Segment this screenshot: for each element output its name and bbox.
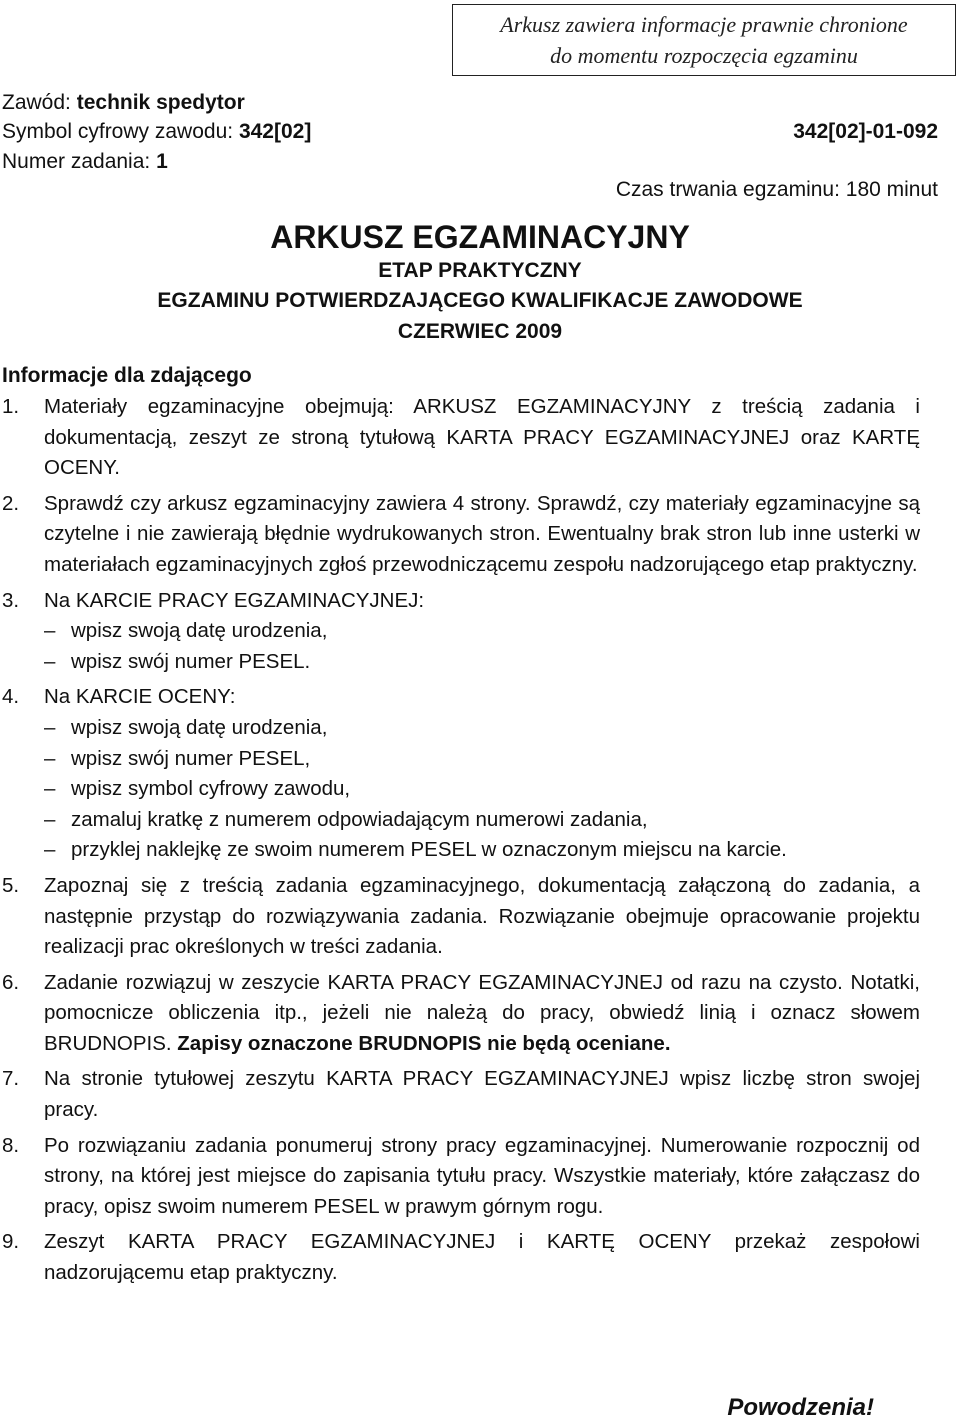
profession-line	[2, 88, 245, 118]
instruction-4-sub-1: – wpisz swoją datę urodzenia,	[44, 713, 920, 744]
stage-subtitle: ETAP PRAKTYCZNY	[378, 259, 582, 282]
legal-notice-box	[452, 4, 956, 76]
exam-subtitle: EGZAMINU POTWIERDZAJĄCEGO KWALIFIKACJE ZAWODOWE	[157, 289, 803, 312]
instruction-item-5: 5. Zapoznaj się z treścią zadania egzaminacyjnego, dokumentacją załączoną do zadania, a następnie przystąp do rozwiązywania zadania. Rozwiązanie obejmuje opracowanie projektu realizacji prac określonych w treści zadania.	[2, 873, 920, 959]
symbol-value: 342[02]	[238, 120, 312, 143]
instruction-4-sub-2: – wpisz swój numer PESEL,	[44, 744, 920, 775]
profession-label: Zawód:	[2, 91, 71, 114]
profession-value: technik spedytor	[76, 91, 245, 114]
instructions-list	[0, 392, 920, 1289]
instruction-item-4: 4. Na KARCIE OCENY: – wpisz swoją datę urodzenia, – wpisz swój numer PESEL, – wpisz symbol cyfrowy zawodu, – zamaluj kratkę z numerem odpowiadającym numerowi zadania, – przyklej naklejkę ze swoim numerem PESEL w oznaczonym miejscu na karcie.	[0, 682, 920, 866]
task-label: Numer zadania:	[2, 150, 151, 173]
document-title: ARKUSZ EGZAMINACYJNY	[270, 219, 690, 255]
instruction-3-sub-1: – wpisz swoją datę urodzenia,	[44, 616, 920, 647]
instruction-item-9: 9. Zeszyt KARTA PRACY EGZAMINACYJNEJ i KARTĘ OCENY przekaż zespołowi nadzorującemu etap praktyczny.	[2, 1230, 920, 1285]
instruction-4-sub-5: – przyklej naklejkę ze swoim numerem PESEL w oznaczonym miejscu na karcie.	[44, 835, 920, 866]
closing-wish: Powodzenia!	[727, 1394, 874, 1421]
legal-notice-line-1: Arkusz zawiera informacje prawnie chronione	[500, 12, 908, 37]
instruction-3-sub-2: – wpisz swój numer PESEL.	[44, 647, 920, 678]
session-date: CZERWIEC 2009	[397, 320, 563, 343]
info-heading: Informacje dla zdającego	[2, 364, 252, 387]
brudnopis-warning: Zapisy oznaczone BRUDNOPIS nie będą oceniane.	[177, 1031, 671, 1055]
exam-code: 342[02]-01-092	[793, 120, 938, 143]
task-number-line	[2, 147, 168, 177]
legal-notice-line-2: do momentu rozpoczęcia egzaminu	[550, 43, 858, 68]
symbol-label: Symbol cyfrowy zawodu:	[2, 120, 234, 143]
instruction-item-1: 1. Materiały egzaminacyjne obejmują: ARKUSZ EGZAMINACYJNY z treścią zadania i dokumentacją, zeszyt ze stroną tytułową KARTA PRACY EGZAMINACYJNEJ oraz KARTĘ OCENY.	[2, 395, 920, 480]
instruction-4-sub-3: – wpisz symbol cyfrowy zawodu,	[44, 774, 920, 805]
exam-duration: Czas trwania egzaminu: 180 minut	[615, 178, 938, 201]
instruction-4-sub-4: – zamaluj kratkę z numerem odpowiadającym numerowi zadania,	[44, 805, 920, 836]
instruction-item-3: 3. Na KARCIE PRACY EGZAMINACYJNEJ: – wpisz swoją datę urodzenia, – wpisz swój numer PESEL.	[0, 586, 920, 678]
instruction-item-6: 6. Zadanie rozwiązuj w zeszycie KARTA PRACY EGZAMINACYJNEJ od razu na czysto. Notatki, pomocnicze obliczenia itp., jeżeli nie należą do pracy, obwiedź linią i oznacz słowem BRUDNOPIS. Zapisy oznaczone BRUDNOPIS nie będą oceniane.	[2, 970, 920, 1055]
instruction-item-8: 8. Po rozwiązaniu zadania ponumeruj strony pracy egzaminacyjnej. Numerowanie rozpocznij od strony, na której jest miejsce do zapisania tytułu pracy. Wszystkie materiały, które załączasz do pracy, opisz swoim numerem PESEL w prawym górnym rogu.	[2, 1133, 920, 1218]
instruction-item-2: 2. Sprawdź czy arkusz egzaminacyjny zawiera 4 strony. Sprawdź, czy materiały egzaminacyjne są czytelne i nie zawierają błędnie wydrukowanych stron. Ewentualny brak stron lub inne usterki w materiałach egzaminacyjnych zgłoś przewodniczącemu zespołu nadzorującego etap praktyczny.	[2, 491, 920, 576]
task-value: 1	[156, 150, 168, 173]
instruction-item-7: 7. Na stronie tytułowej zeszytu KARTA PRACY EGZAMINACYJNEJ wpisz liczbę stron swojej pracy.	[2, 1067, 920, 1122]
symbol-line	[2, 117, 311, 147]
